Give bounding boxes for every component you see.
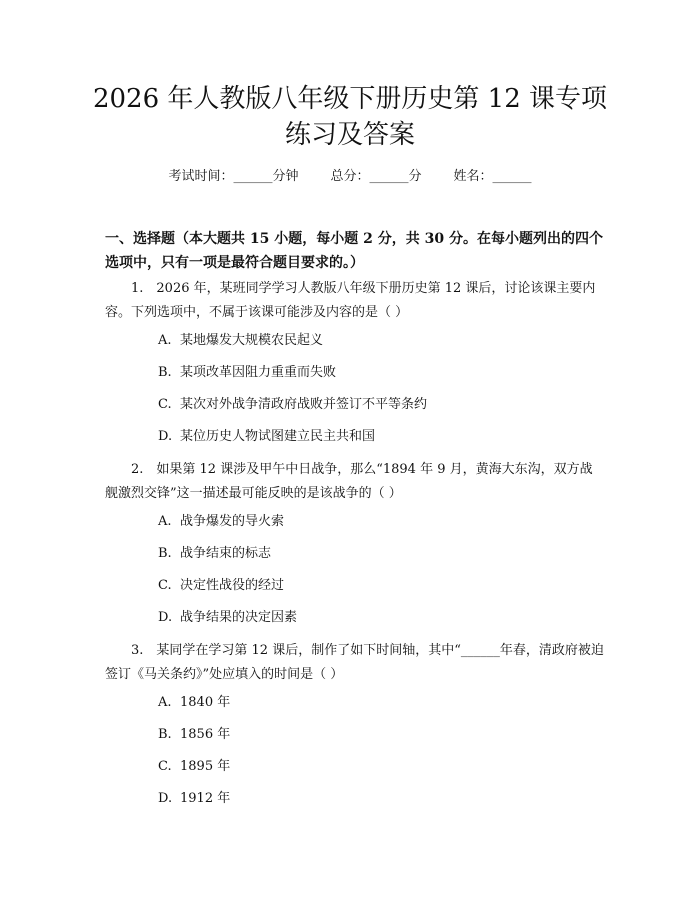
student-name-field: 姓名：______ [453,169,532,184]
question-2-option-a [158,512,284,532]
option-letter: A. [158,333,172,348]
option-text: 1856 年 [180,727,231,742]
option-text: 某次对外战争清政府战败并签订不平等条约 [180,397,428,412]
question-2-option-c [158,576,284,596]
option-text: 1912 年 [180,791,231,806]
question-3-option-a [158,693,230,713]
total-score-field: 总分：______分 [330,169,422,184]
option-letter: C. [158,759,172,774]
option-text: 决定性战役的经过 [180,578,285,593]
option-text: 某项改革因阻力重重而失败 [180,365,337,380]
question-1-option-c [158,395,427,415]
option-letter: B. [158,546,172,561]
question-1-option-b [158,363,336,383]
question-2-stem: 2. 如果第 12 课涉及甲午中日战争，那么“1894 年 9 月，黄海大东沟，双方战舰激烈交锋”这一描述最可能反映的是该战争的（ ） [105,462,593,501]
option-text: 战争结束的标志 [180,546,272,561]
exam-time-field: 考试时间：______分钟 [168,169,299,184]
question-3-stem: 3. 某同学在学习第 12 课后，制作了如下时间轴，其中“______年春，清政府被迫签订《马关条约》”处应填入的时间是（ ） [105,643,604,682]
option-letter: D. [158,429,173,444]
option-letter: B. [158,727,172,742]
option-letter: A. [158,514,172,529]
question-1-stem: 1. 2026 年，某班同学学习人教版八年级下册历史第 12 课后，讨论该课主要内容。下列选项中，不属于该课可能涉及内容的是（ ） [105,281,596,320]
document-title-line-2: 练习及答案 [284,120,415,150]
option-text: 某位历史人物试图建立民主共和国 [180,429,376,444]
option-letter: C. [158,578,172,593]
option-letter: D. [158,791,173,806]
question-1-option-a [158,331,323,351]
question-3-option-c [158,757,230,777]
question-3-option-b [158,725,230,745]
option-letter: A. [158,695,172,710]
option-text: 1840 年 [180,695,231,710]
section-heading: 一、选择题（本大题共 15 小题，每小题 2 分，共 30 分。在每小题列出的四个选项中，只有一项是最符合题目要求的。） [105,231,603,271]
option-text: 1895 年 [180,759,231,774]
question-3-option-d [158,789,230,809]
option-text: 战争爆发的导火索 [180,514,285,529]
exam-info [0,167,700,187]
option-letter: B. [158,365,172,380]
question-2-option-b [158,544,271,564]
option-letter: D. [158,610,173,625]
option-text: 战争结果的决定因素 [180,610,298,625]
option-letter: C. [158,397,172,412]
option-text: 某地爆发大规模农民起义 [180,333,324,348]
question-1-option-d [158,427,375,447]
question-2-option-d [158,608,297,628]
document-title-line-1: 2026 年人教版八年级下册历史第 12 课专项 [92,84,608,114]
